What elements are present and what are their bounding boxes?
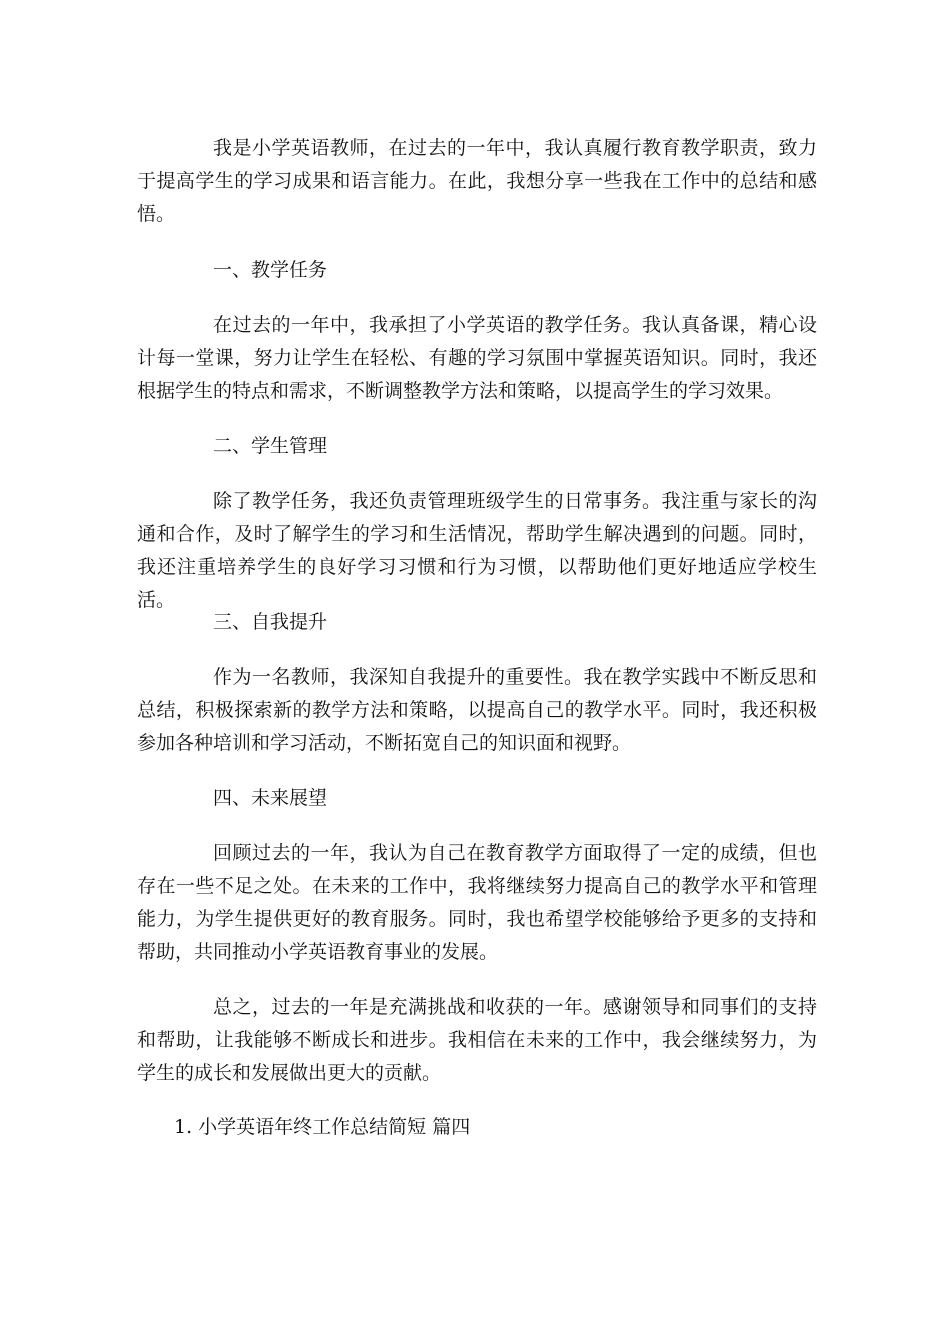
section-heading-future-outlook: 四、未来展望 <box>213 787 328 809</box>
intro-paragraph: 我是小学英语教师，在过去的一年中，我认真履行教育教学职责，致力于提高学生的学习成果和语言能力。在此，我想分享一些我在工作中的总结和感悟。 <box>137 137 817 225</box>
section-heading-self-improvement: 三、自我提升 <box>213 611 328 633</box>
section-body-future-outlook: 回顾过去的一年，我认为自己在教育教学方面取得了一定的成绩，但也存在一些不足之处。在未来的工作中，我将继续努力提高自己的教学水平和管理能力，为学生提供更好的教育服务。同时，我也希望学校能够给予更多的支持和帮助，共同推动小学英语教育事业的发展。 <box>137 842 817 963</box>
section-body-student-management: 除了教学任务，我还负责管理班级学生的日常事务。我注重与家长的沟通和合作，及时了解学生的学习和生活情况，帮助学生解决遇到的问题。同时，我还注重培养学生的良好学习习惯和行为习惯，以帮助他们更好地适应学校生活。 <box>137 490 817 611</box>
conclusion-paragraph: 总之，过去的一年是充满挑战和收获的一年。感谢领导和同事们的支持和帮助，让我能够不断成长和进步。我相信在未来的工作中，我会继续努力，为学生的成长和发展做出更大的贡献。 <box>137 996 817 1084</box>
section-heading-student-management: 二、学生管理 <box>213 435 328 457</box>
next-article-item: 1. 小学英语年终工作总结简短 篇四 <box>174 1116 471 1138</box>
section-body-teaching: 在过去的一年中，我承担了小学英语的教学任务。我认真备课，精心设计每一堂课，努力让学生在轻松、有趣的学习氛围中掌握英语知识。同时，我还根据学生的特点和需求，不断调整教学方法和策略，以提高学生的学习效果。 <box>137 314 817 402</box>
section-heading-teaching: 一、教学任务 <box>213 259 328 281</box>
section-body-self-improvement: 作为一名教师，我深知自我提升的重要性。我在教学实践中不断反思和总结，积极探索新的教学方法和策略，以提高自己的教学水平。同时，我还积极参加各种培训和学习活动，不断拓宽自己的知识面和视野。 <box>137 666 817 754</box>
